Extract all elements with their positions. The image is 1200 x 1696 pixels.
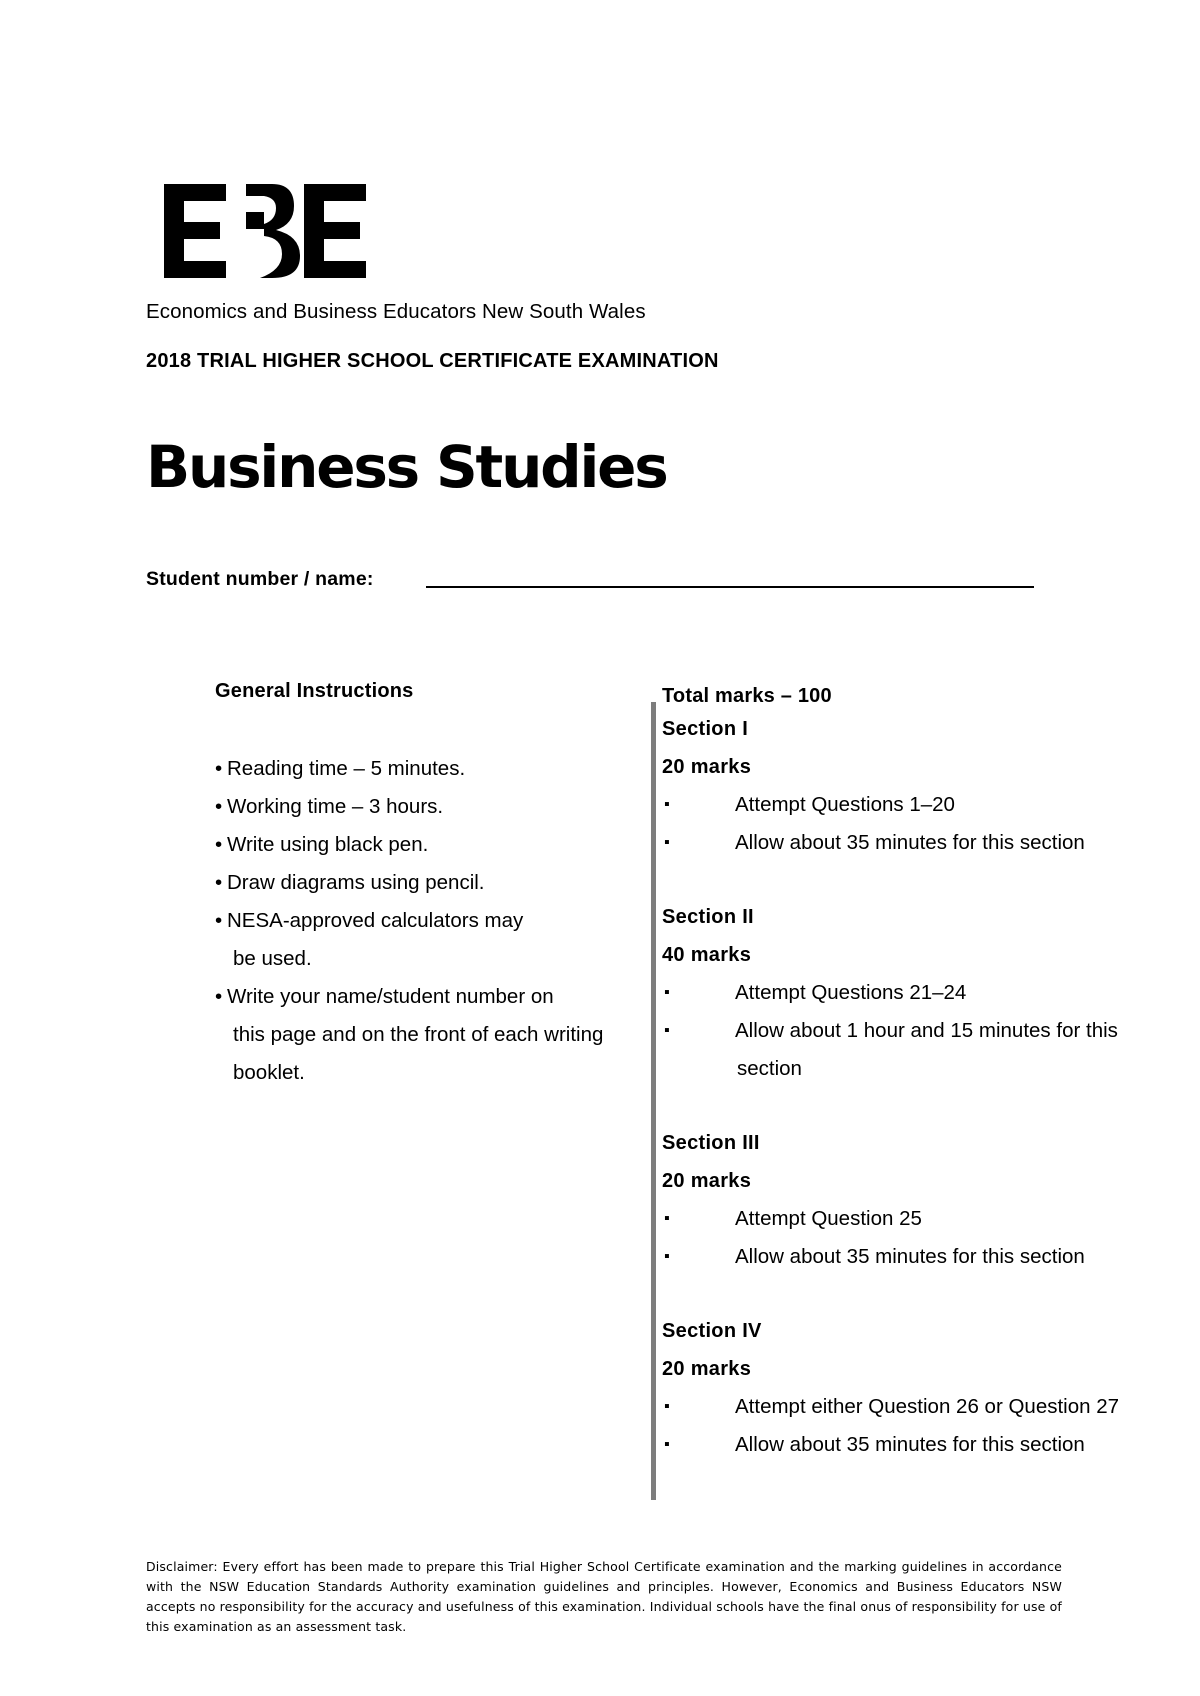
exam-title: 2018 TRIAL HIGHER SCHOOL CERTIFICATE EXAMINATION (146, 350, 719, 372)
section-marks: 40 marks (662, 944, 752, 966)
section-title: Section III (662, 1132, 760, 1154)
column-divider (651, 702, 656, 1500)
general-instructions-list (215, 750, 655, 1092)
section-item: ▪ Allow about 1 hour and 15 minutes for this section (662, 1012, 1182, 1088)
total-marks: Total marks – 100 (662, 685, 832, 707)
section-marks: 20 marks (662, 1170, 752, 1192)
square-bullet-icon: ▪ (664, 1248, 670, 1265)
instruction-item: • Working time – 3 hours. (215, 795, 444, 818)
section-title: Section I (662, 718, 749, 740)
section-title: Section II (662, 906, 754, 928)
section-item: ▪ Allow about 35 minutes for this section (662, 1238, 1182, 1276)
section-2 (662, 898, 1182, 1088)
marks-column (662, 682, 1182, 1464)
section-1 (662, 710, 1182, 862)
square-bullet-icon: ▪ (664, 984, 670, 1001)
square-bullet-icon: ▪ (664, 834, 670, 851)
organisation-name: Economics and Business Educators New South Wales (146, 300, 646, 323)
section-item: ▪ Allow about 35 minutes for this section (662, 824, 1182, 862)
student-number-line (426, 586, 1034, 588)
instruction-item: • Reading time – 5 minutes. (215, 757, 466, 780)
student-number-label: Student number / name: (146, 568, 374, 590)
general-instructions-title: General Instructions (215, 680, 414, 702)
square-bullet-icon: ▪ (664, 1210, 670, 1227)
section-item: ▪ Attempt Questions 1–20 (662, 786, 1182, 824)
section-item: ▪ Attempt either Question 26 or Question 27 (662, 1388, 1182, 1426)
ebe-logo (164, 184, 386, 278)
section-item: ▪ Attempt Questions 21–24 (662, 974, 1182, 1012)
instruction-item: • NESA-approved calculators may be used. (215, 909, 524, 970)
logo-letter-e2 (304, 184, 366, 278)
instruction-item: • Draw diagrams using pencil. (215, 871, 485, 894)
square-bullet-icon: ▪ (664, 1022, 670, 1039)
section-4 (662, 1312, 1182, 1464)
section-title: Section IV (662, 1320, 762, 1342)
section-item: ▪ Attempt Question 25 (662, 1200, 1182, 1238)
disclaimer: Disclaimer: Every effort has been made to prepare this Trial Higher School Certificate examination and the marking guidelines in accordance with the NSW Education Standards Authority examination guidelines and principles. However, Economics and Business Educators NSW accepts no responsibility for the accuracy and usefulness of this examination. Individual schools have the final onus of responsibility for use of this examination as an assessment task. (146, 1559, 1062, 1634)
square-bullet-icon: ▪ (664, 1398, 670, 1415)
square-bullet-icon: ▪ (664, 1436, 670, 1453)
instruction-item: • Write using black pen. (215, 833, 429, 856)
instruction-item: • Write your name/student number on this page and on the front of each writing booklet. (215, 985, 604, 1084)
square-bullet-icon: ▪ (664, 796, 670, 813)
logo-letter-b (246, 184, 300, 278)
section-marks: 20 marks (662, 756, 752, 778)
section-3 (662, 1124, 1182, 1276)
section-marks: 20 marks (662, 1358, 752, 1380)
section-item: ▪ Allow about 35 minutes for this section (662, 1426, 1182, 1464)
logo-letter-e1 (164, 184, 226, 278)
subject-title: Business Studies (146, 433, 667, 501)
